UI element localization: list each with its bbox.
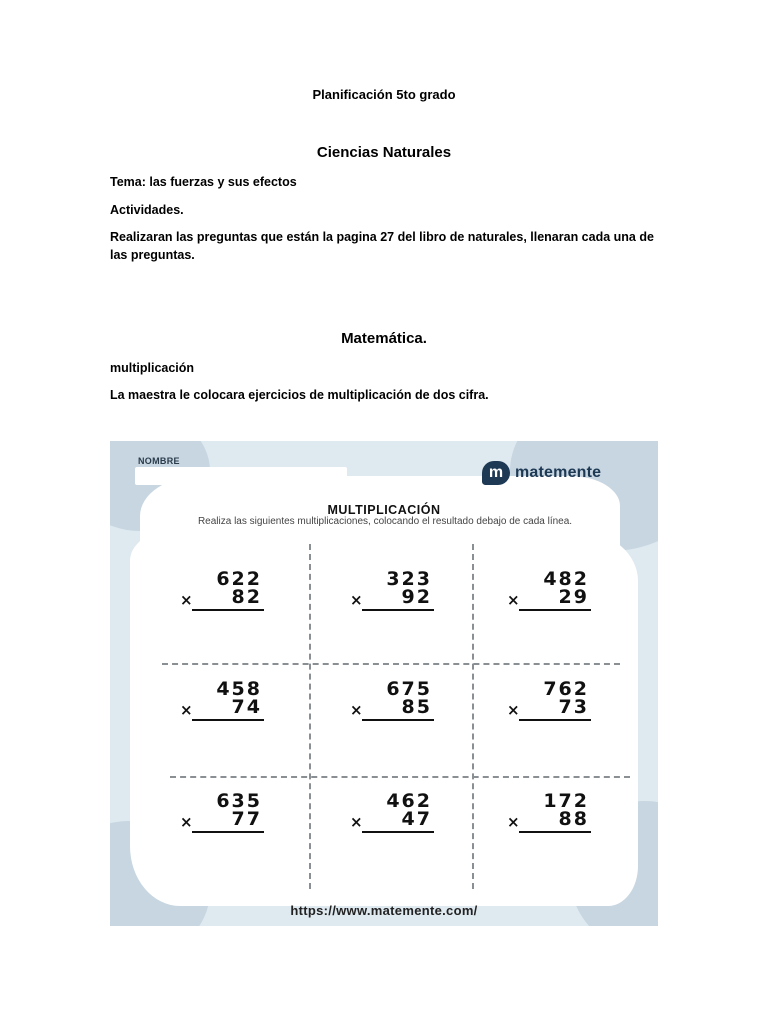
answer-line [192,719,264,721]
ciencias-descripcion: Realizaran las preguntas que están la pagina 27 del libro de naturales, llenaran cada una de las preguntas. [110,230,654,262]
multiplication-worksheet-image [110,441,658,926]
multiplier: 92 [401,586,432,608]
multiplier: 88 [558,808,589,830]
multiplicand: 482 [543,568,589,590]
grid-divider-vertical [472,544,474,889]
times-icon: × [350,813,363,831]
matemente-logo-icon: m [482,461,510,485]
multiplicand: 323 [386,568,432,590]
ciencias-actividades: Actividades. [110,203,184,217]
answer-line [362,831,434,833]
answer-line [192,831,264,833]
answer-line [519,719,591,721]
multiplication-problem [180,679,270,725]
answer-line [519,831,591,833]
answer-line [519,609,591,611]
answer-line [362,719,434,721]
multiplicand: 462 [386,790,432,812]
times-icon: × [350,591,363,609]
multiplier: 74 [231,696,262,718]
multiplicand: 762 [543,678,589,700]
worksheet-footer-url: https://www.matemente.com/ [290,903,478,918]
multiplier: 47 [401,808,432,830]
matemente-logo-text: matemente [515,464,602,481]
grid-divider-horizontal [162,663,620,665]
times-icon: × [350,701,363,719]
multiplier: 77 [231,808,262,830]
multiplication-problem [180,569,270,615]
grid-divider-vertical [309,544,311,889]
times-icon: × [180,813,193,831]
multiplication-problem [507,679,597,725]
ciencias-tema: Tema: las fuerzas y sus efectos [110,175,297,189]
worksheet-title: MULTIPLICACIÓN [327,503,441,517]
nombre-label: NOMBRE [138,456,180,466]
multiplication-problem [180,791,270,837]
answer-line [192,609,264,611]
document-title: Planificación 5to grado [312,87,456,102]
multiplicand: 458 [216,678,262,700]
multiplication-problem [350,791,440,837]
matemente-logo [482,461,601,485]
worksheet-subtitle: Realiza las siguientes multiplicaciones, colocando el resultado debajo de cada línea. [197,516,573,527]
multiplier: 82 [231,586,262,608]
multiplier: 73 [558,696,589,718]
multiplicand: 622 [216,568,262,590]
multiplication-problem [507,791,597,837]
multiplicand: 635 [216,790,262,812]
ciencias-heading: Ciencias Naturales [316,144,452,161]
matematica-descripcion: La maestra le colocara ejercicios de multiplicación de dos cifra. [110,388,489,402]
times-icon: × [507,591,520,609]
grid-divider-horizontal [170,776,630,778]
multiplier: 29 [558,586,589,608]
matematica-tema: multiplicación [110,361,195,375]
multiplication-problem [507,569,597,615]
times-icon: × [180,701,193,719]
answer-line [362,609,434,611]
multiplication-problem [350,569,440,615]
multiplicand: 675 [386,678,432,700]
times-icon: × [507,701,520,719]
multiplier: 85 [401,696,432,718]
matematica-heading: Matemática. [341,330,427,347]
times-icon: × [180,591,193,609]
multiplicand: 172 [543,790,589,812]
nombre-box [135,467,347,485]
multiplication-problem [350,679,440,725]
times-icon: × [507,813,520,831]
